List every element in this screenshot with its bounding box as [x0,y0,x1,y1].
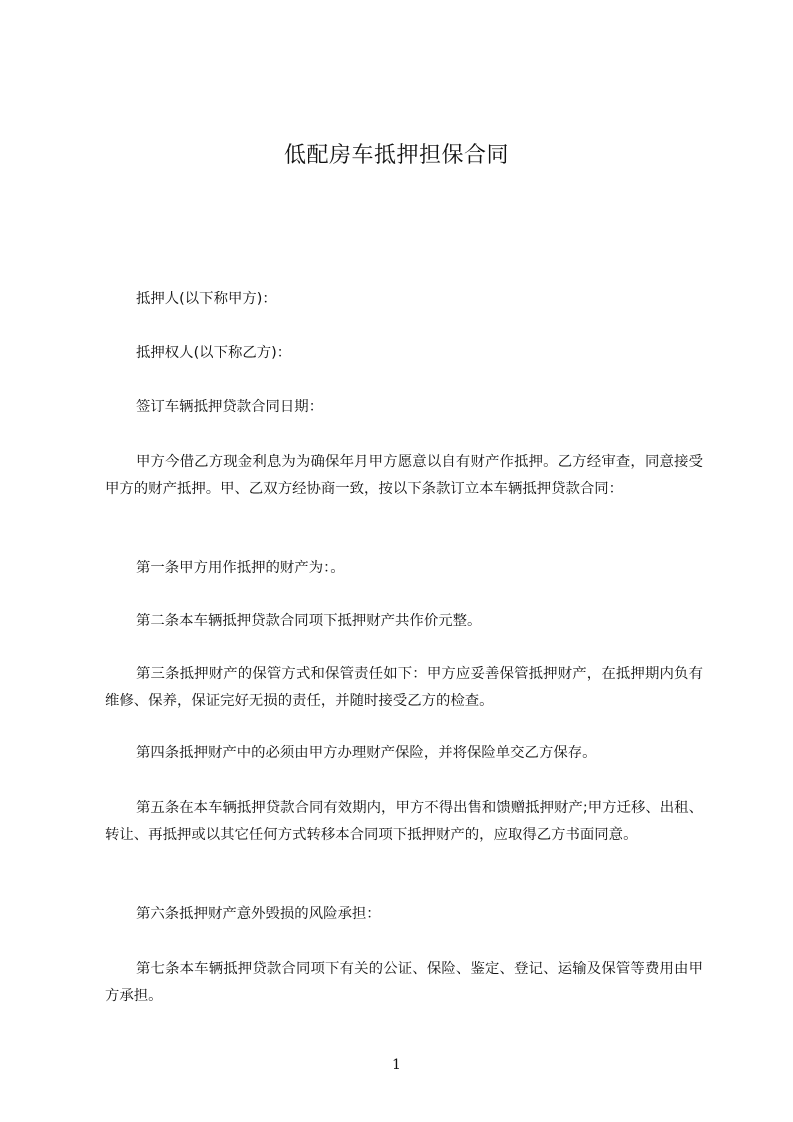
page-number: 1 [392,1057,401,1073]
paragraph-article-3: 第三条抵押财产的保管方式和保管责任如下：甲方应妥善保管抵押财产，在抵押期内负有维修、保养，保证完好无损的责任，并随时接受乙方的检查。 [105,666,703,709]
paragraph-article-2: 第二条本车辆抵押贷款合同项下抵押财产共作价元整。 [136,613,482,629]
paragraph-article-1: 第一条甲方用作抵押的财产为：。 [136,560,345,576]
paragraph-mortgagee: 抵押权人(以下称乙方)： [136,345,292,361]
document-title: 低配房车抵押担保合同 [283,143,509,168]
paragraph-article-4: 第四条抵押财产中的必须由甲方办理财产保险，并将保险单交乙方保存。 [136,745,597,761]
paragraph-article-5: 第五条在本车辆抵押贷款合同有效期内，甲方不得出售和馈赠抵押财产;甲方迁移、出租、转让、再抵押或以其它任何方式转移本合同项下抵押财产的，应取得乙方书面同意。 [105,800,703,843]
paragraph-preamble: 甲方今借乙方现金利息为为确保年月甲方愿意以自有财产作抵押。乙方经审查，同意接受甲方的财产抵押。甲、乙双方经协商一致，按以下条款订立本车辆抵押贷款合同： [105,454,703,497]
paragraph-article-7: 第七条本车辆抵押贷款合同项下有关的公证、保险、鉴定、登记、运输及保管等费用由甲方承担。 [105,961,703,1004]
paragraph-signing-date: 签订车辆抵押贷款合同日期： [136,399,324,415]
paragraph-mortgagor: 抵押人(以下称甲方)： [136,291,277,307]
paragraph-article-6: 第六条抵押财产意外毁损的风险承担： [136,906,381,922]
